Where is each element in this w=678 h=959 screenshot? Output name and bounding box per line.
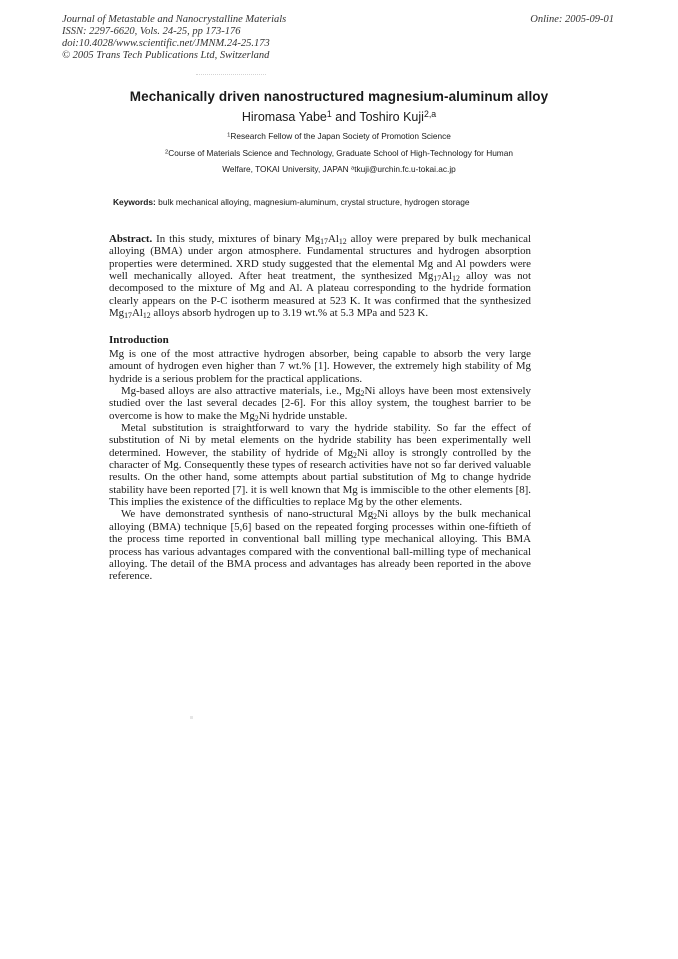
abstract-text: alloys absorb hydrogen up to 3.19 wt.% at 5.3 MPa and 523 K.	[150, 307, 429, 320]
author-affiliation-mark: 2,a	[423, 109, 437, 120]
affiliation-2	[0, 148, 678, 159]
paragraph-text: We have demonstrated synthesis of nano-structural Mg	[121, 508, 374, 521]
subscript: 12	[142, 311, 151, 321]
paragraph-text: Ni alloys have been most extensively studied over the last several decades [2-6]. For this alloy system, the toughest barrier to be overcome is how to make the Mg	[109, 385, 531, 422]
paragraph-text: Metal substitution is straightforward to vary the hydride stability. So far the effect of substitution of Ni by metal elements on the hydride stability has been experimentally well determined. However, the stability of hydride of Mg	[109, 422, 531, 459]
paragraph-text: Ni hydride unstable.	[258, 409, 348, 422]
subscript: 17	[320, 236, 328, 246]
abstract-text: Al	[327, 233, 339, 245]
email-mark: a	[350, 165, 355, 172]
affiliation-mark: 2	[165, 149, 169, 156]
abstract-text: alloy was not decomposed to the mixture of Mg and Al. A plateau corresponding to the hydride formation clearly appears on the P-C isotherm measured at 523 K. It was confirmed that the synthesized Mg	[109, 270, 531, 320]
journal-name: Journal of Metastable and Nanocrystalline Materials	[62, 14, 287, 25]
author-name: Hiromasa Yabe	[241, 110, 327, 124]
subscript: 2	[352, 450, 357, 460]
keywords-text: bulk mechanical alloying, magnesium-aluminum, crystal structure, hydrogen storage	[155, 197, 470, 207]
affiliation-text: Course of Materials Science and Technology, Graduate School of High-Technology for Human	[168, 148, 513, 158]
affiliation-text: Research Fellow of the Japan Society of Promotion Science	[230, 131, 451, 141]
abstract	[109, 233, 531, 319]
paragraph	[109, 508, 531, 582]
abstract-text: In this study, mixtures of binary Mg	[152, 233, 321, 245]
affiliation-text: Welfare, TOKAI University, JAPAN	[222, 164, 351, 174]
keywords	[113, 197, 470, 207]
contact-email[interactable]: tkuji@urchin.fc.u-tokai.ac.jp	[354, 164, 456, 174]
affiliation-mark: 1	[227, 132, 231, 139]
abstract-paragraph	[109, 233, 531, 319]
issn-line: ISSN: 2297-6620, Vols. 24-25, pp 173-176	[62, 26, 241, 37]
abstract-label: Abstract.	[109, 233, 153, 245]
introduction-body	[109, 348, 531, 583]
subscript: 2	[360, 388, 365, 398]
online-date: Online: 2005-09-01	[530, 14, 614, 25]
doi-line: doi:10.4028/www.scientific.net/JMNM.24-25.173	[62, 38, 270, 49]
author-name: Toshiro Kuji	[359, 110, 424, 124]
subscript: 17	[433, 273, 442, 283]
copyright-line: © 2005 Trans Tech Publications Ltd, Switzerland	[62, 50, 270, 61]
subscript: 12	[338, 236, 347, 246]
affiliation-2-continued	[0, 164, 678, 175]
abstract-text: Al	[131, 307, 143, 320]
paragraph	[109, 422, 531, 508]
abstract-text: Al	[441, 270, 453, 283]
section-heading-introduction: Introduction	[109, 334, 169, 346]
scan-speck	[190, 716, 193, 719]
paragraph-text: Ni alloy is strongly controlled by the character of Mg. Consequently these types of research activities have not so far derived valuable results. On the other hand, some attempts about partial substitution of Mg to change hydride stability have been reported [7]. it is well known that Mg is immiscible to the other elements [8]. This implies the existence of the difficulties to replace Mg by the other elements.	[109, 446, 531, 509]
abstract-text: alloy were prepared by bulk mechanical alloying (BMA) under argon atmosphere. Fundamental structures and hydrogen absorption properties were determined. XRD study suggested that the elemental Mg and Al powders were well mechanically alloyed. After heat treatment, the synthesized Mg	[109, 233, 531, 283]
author-affiliation-mark: 1	[326, 109, 332, 120]
paragraph	[109, 385, 531, 422]
subscript: 2	[373, 512, 378, 522]
paragraph-text: Ni alloys by the bulk mechanical alloying (BMA) technique [5,6] based on the repeated forging processes within one-fiftieth of the process time reported in conventional ball milling type mechanical alloying. This BMA process has various advantages compared with the conventional ball-milling type of mechanical alloying. The detail of the BMA process and advantages has already been reported in the above reference.	[109, 508, 531, 583]
subscript: 17	[124, 311, 132, 321]
author-conjunction: and	[331, 110, 360, 124]
keywords-label: Keywords:	[113, 197, 156, 207]
subscript: 2	[254, 413, 259, 423]
header-divider	[196, 74, 266, 75]
author-line	[0, 110, 678, 124]
paragraph: Mg is one of the most attractive hydrogen absorber, being capable to absorb the very large amount of hydrogen even higher than 7 wt.% [1]. However, the extremely high stability of Mg hydride is a serious problem for the practical applications.	[109, 348, 531, 385]
paragraph-text: Mg-based alloys are also attractive materials, i.e., Mg	[121, 385, 361, 398]
paper-title: Mechanically driven nanostructured magnesium-aluminum alloy	[129, 89, 549, 104]
affiliation-1	[0, 131, 678, 142]
subscript: 12	[452, 273, 460, 283]
journal-header	[62, 14, 286, 62]
